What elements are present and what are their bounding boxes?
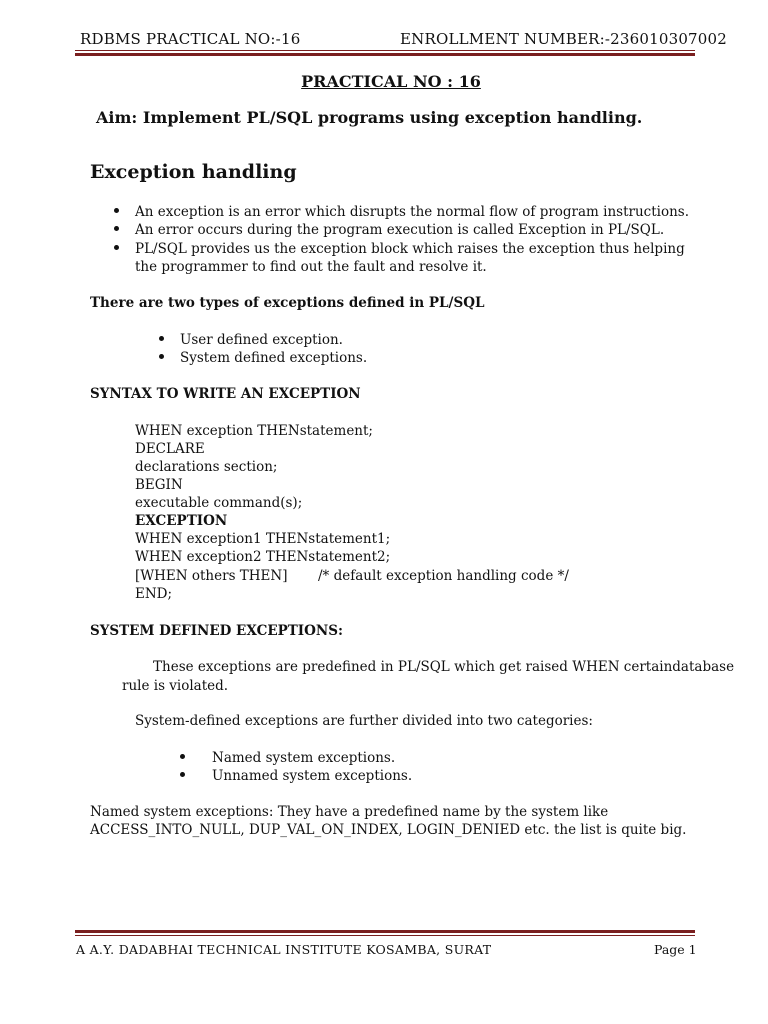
bullet-icon	[180, 754, 185, 759]
type-bullet-2: System defined exceptions.	[180, 350, 368, 366]
bullet-icon	[159, 354, 164, 359]
header-left-text: RDBMS PRACTICAL NO:-16	[80, 30, 301, 48]
aim-statement: Aim: Implement PL/SQL programs using exception handling.	[96, 108, 643, 127]
syntax-comment: /* default exception handling code */	[318, 568, 569, 584]
syntax-line: WHEN exception2 THENstatement2;	[135, 549, 391, 565]
system-paragraph-line: rule is violated.	[122, 678, 229, 694]
syntax-line: WHEN exception THENstatement;	[135, 423, 373, 439]
syntax-line: DECLARE	[135, 441, 205, 457]
system-heading: SYSTEM DEFINED EXCEPTIONS:	[90, 623, 343, 639]
bullet-icon	[114, 226, 119, 231]
type-bullet-1: User defined exception.	[180, 332, 343, 348]
syntax-line: [WHEN others THEN]	[135, 568, 288, 584]
syntax-line: executable command(s);	[135, 495, 303, 511]
page-number: Page 1	[654, 942, 697, 957]
syntax-line: WHEN exception1 THENstatement1;	[135, 531, 391, 547]
intro-bullet-3: PL/SQL provides us the exception block which raises the exception thus helping	[135, 241, 685, 257]
category-bullet-1: Named system exceptions.	[212, 750, 396, 766]
intro-bullet-1: An exception is an error which disrupts the normal flow of program instructions.	[135, 204, 690, 220]
named-exceptions-line: Named system exceptions: They have a predefined name by the system like	[90, 804, 609, 820]
types-heading: There are two types of exceptions defined in PL/SQL	[90, 295, 485, 311]
named-exceptions-line: ACCESS_INTO_NULL, DUP_VAL_ON_INDEX, LOGIN_DENIED etc. the list is quite big.	[90, 822, 687, 838]
header-divider-thick	[75, 53, 695, 56]
syntax-heading: SYNTAX TO WRITE AN EXCEPTION	[90, 386, 361, 402]
syntax-line: BEGIN	[135, 477, 183, 493]
bullet-icon	[180, 772, 185, 777]
intro-bullet-2: An error occurs during the program execution is called Exception in PL/SQL.	[135, 222, 665, 238]
syntax-line: END;	[135, 586, 173, 602]
syntax-line: EXCEPTION	[135, 513, 228, 529]
footer-divider-thick	[75, 930, 695, 933]
bullet-icon	[114, 245, 119, 250]
categories-line: System-defined exceptions are further divided into two categories:	[135, 713, 593, 729]
bullet-icon	[114, 208, 119, 213]
section-heading: Exception handling	[90, 161, 297, 183]
header-divider-thin	[75, 50, 695, 51]
bullet-icon	[159, 336, 164, 341]
page-title: PRACTICAL NO : 16	[301, 72, 481, 91]
intro-bullet-3-cont: the programmer to find out the fault and resolve it.	[135, 259, 487, 275]
system-paragraph-line: These exceptions are predefined in PL/SQL which get raised WHEN certaindatabase	[153, 659, 735, 675]
syntax-line: declarations section;	[135, 459, 278, 475]
footer-divider-thin	[75, 935, 695, 936]
footer-institute: A A.Y. DADABHAI TECHNICAL INSTITUTE KOSAMBA, SURAT	[76, 942, 492, 957]
header-right-text: ENROLLMENT NUMBER:-236010307002	[400, 30, 728, 48]
category-bullet-2: Unnamed system exceptions.	[212, 768, 413, 784]
